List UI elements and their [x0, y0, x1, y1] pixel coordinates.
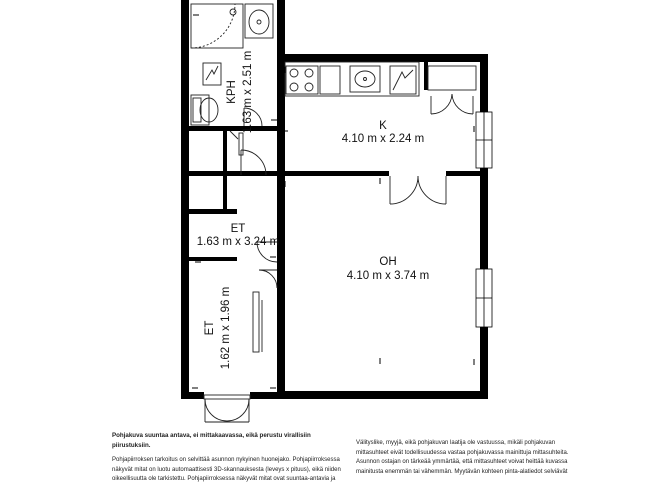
- disclaimer-left-line: näkyvät mitat on luotu automaattisesti 3D-skannauksesta (leveys x pituus), eikä niiden: [112, 466, 341, 473]
- room-size-oh: 4.10 m x 3.74 m: [346, 270, 430, 282]
- disclaimer-heading: Pohjakuva suuntaa antava, ei mittakaavassa, eikä perustu virallisiin piirustuksiin.: [112, 432, 311, 449]
- room-label-et-lower: [204, 287, 232, 369]
- disclaimer-right-line: mittasuhteet eivät todellisuudessa vastaa pohjakuvassa mainittuja mittasuhteita.: [356, 449, 569, 456]
- closet-doors: [230, 131, 266, 175]
- disclaimer-left-line: Pohjapiirroksen tarkoitus on selvittää asunnon nykyinen huonejako. Pohjapiirroksessa: [112, 457, 340, 463]
- room-name-et-upper: ET: [230, 223, 246, 235]
- disclaimer-right-line: Välityslike, myyjä, eikä pohjakuvan laatija ole vastuussa, mikäli pohjakuvan: [356, 440, 556, 446]
- room-label-et-upper: [197, 223, 279, 248]
- room-label-k: [342, 120, 424, 145]
- disclaimer-right-line: Asunnon ostajan on tärkeää ymmärtää, että mittasuhteet voivat heittää kuvassa: [356, 459, 568, 465]
- room-size-et-lower: 1.62 m x 1.96 m: [220, 286, 232, 370]
- entrance-door: [204, 395, 250, 422]
- disclaimer-left-line: oikeellisuutta ole tarkistettu. Pohjapiirroksessa näkyvät mitat ovat suuntaa-antavia ja: [112, 476, 336, 482]
- disclaimer-right-line: mainitusta enemmän tai vähemmän. Myytävän kohteen pinta-alatiedot selviävät: [356, 468, 568, 475]
- et-doors: [253, 242, 277, 352]
- room-label-kph: [226, 51, 254, 133]
- disclaimer-left: [112, 431, 342, 485]
- room-size-kph: 1.63 m x 2.51 m: [242, 50, 254, 134]
- disclaimer-right: [356, 439, 576, 477]
- kitchen-fixtures: [285, 62, 476, 114]
- room-name-k: K: [379, 120, 387, 132]
- oh-double-door: [390, 176, 446, 204]
- room-size-k: 4.10 m x 2.24 m: [341, 133, 425, 145]
- room-size-et-upper: 1.63 m x 3.24 m: [196, 236, 280, 248]
- room-label-oh: [347, 256, 429, 282]
- measurement-ticks: [192, 15, 474, 388]
- room-name-et-lower: ET: [204, 320, 216, 336]
- heater-icon: [203, 63, 221, 85]
- room-name-kph: KPH: [226, 80, 238, 104]
- room-name-oh: OH: [379, 256, 397, 268]
